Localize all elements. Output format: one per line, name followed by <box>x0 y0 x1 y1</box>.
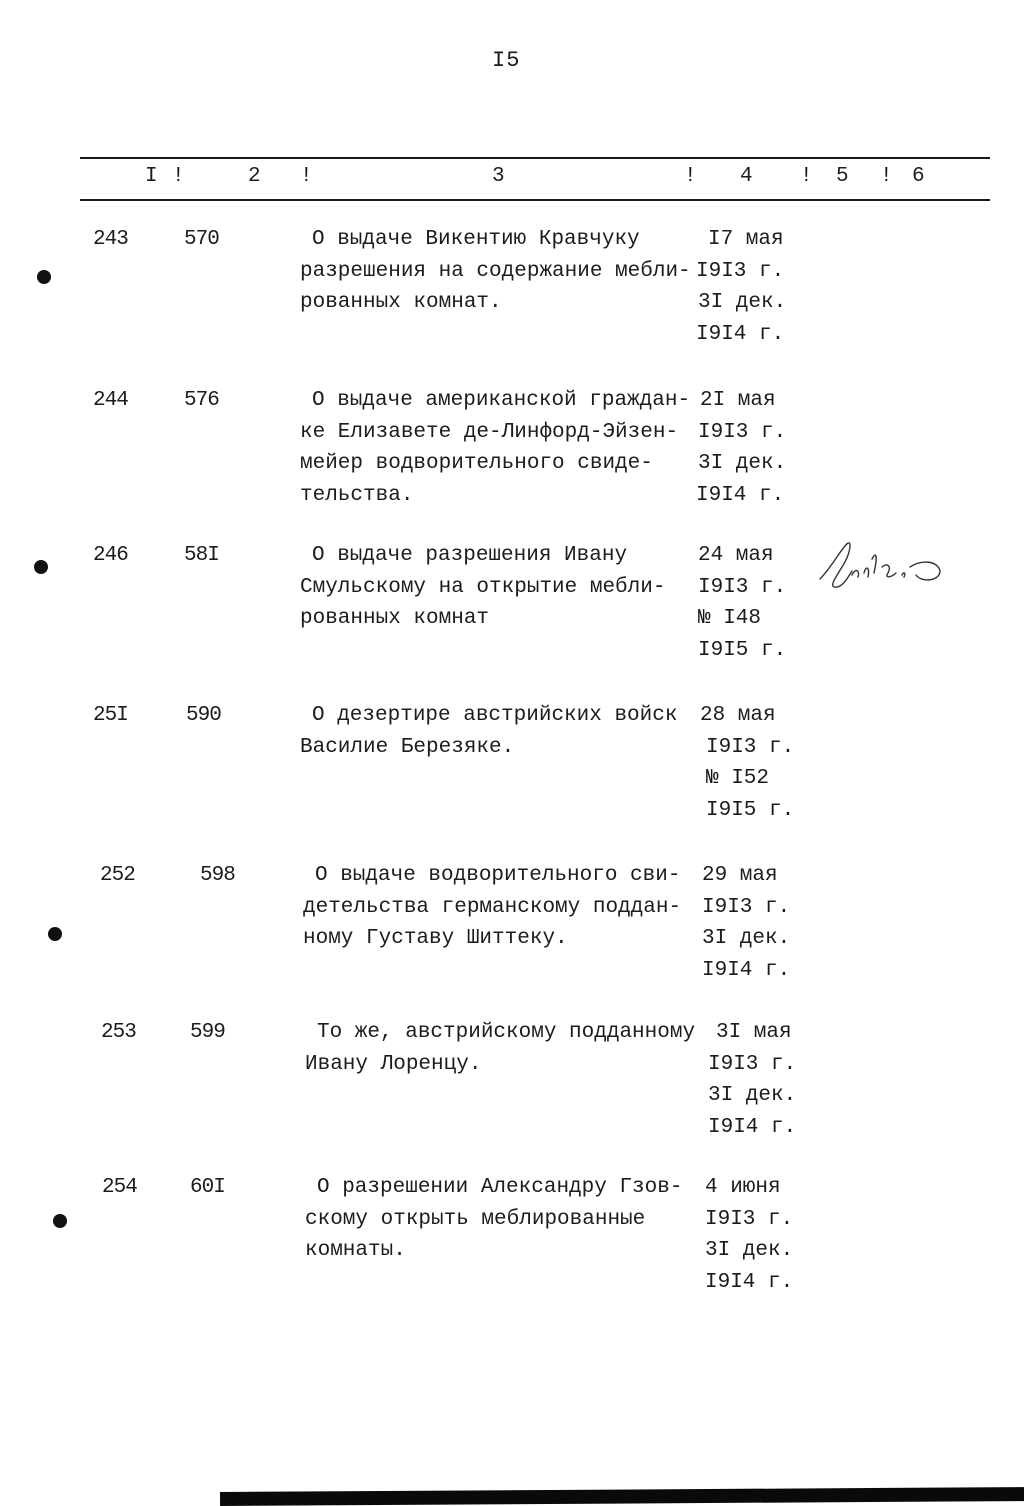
file-number: 590 <box>186 704 221 727</box>
page-number: I5 <box>492 48 521 73</box>
punch-hole-mark <box>34 560 48 574</box>
header-col-4: 4 <box>740 165 753 188</box>
record-description: О выдаче водворительного сви- детельства германскому поддан- ному Густаву Шиттеку. <box>303 864 682 950</box>
header-col-3: 3 <box>492 165 505 188</box>
table-header-bottom-rule <box>80 199 990 201</box>
file-number: 599 <box>190 1021 225 1044</box>
file-number: 58I <box>184 544 219 567</box>
record-dates: 24 мая I9I3 г. № I48 I9I5 г. <box>698 544 787 662</box>
header-col-2: 2 <box>248 165 261 188</box>
file-number: 598 <box>200 864 235 887</box>
record-description: О выдаче Викентию Кравчуку разрешения на содержание мебли- рованных комнат. <box>300 228 691 314</box>
scan-border-edge <box>220 1487 1024 1506</box>
record-dates: 28 мая I9I3 г. № I52 I9I5 г. <box>700 704 795 822</box>
record-description: О дезертире австрийских войск Василие Березяке. <box>300 704 678 759</box>
file-number: 570 <box>184 228 219 251</box>
record-number: 254 <box>102 1176 137 1199</box>
punch-hole-mark <box>48 927 62 941</box>
table-header <box>0 165 1024 191</box>
record-dates: I7 мая I9I3 г. 3I дек. I9I4 г. <box>696 228 787 346</box>
punch-hole-mark <box>53 1214 67 1228</box>
header-col-1: I <box>145 165 158 188</box>
record-number: 25I <box>93 704 128 727</box>
record-number: 246 <box>93 544 128 567</box>
record-dates: 3I мая I9I3 г. 3I дек. I9I4 г. <box>708 1021 797 1139</box>
record-number: 252 <box>100 864 135 887</box>
record-description: О выдаче американской граждан- ке Елизавете де-Линфорд-Эйзен- мейер водворительного свиде- тельства. <box>300 389 691 507</box>
header-separator: ! <box>800 165 813 188</box>
record-dates: 4 июня I9I3 г. 3I дек. I9I4 г. <box>705 1176 794 1294</box>
header-separator: ! <box>684 165 697 188</box>
record-number: 253 <box>101 1021 136 1044</box>
header-separator: ! <box>880 165 893 188</box>
record-number: 244 <box>93 389 128 412</box>
record-description: То же, австрийскому подданному Ивану Лоренцу. <box>305 1021 696 1076</box>
header-separator: ! <box>300 165 313 188</box>
header-col-5: 5 <box>836 165 849 188</box>
record-dates: 29 мая I9I3 г. 3I дек. I9I4 г. <box>702 864 791 982</box>
header-separator: ! <box>172 165 185 188</box>
record-dates: 2I мая I9I3 г. 3I дек. I9I4 г. <box>696 389 787 507</box>
record-description: О разрешении Александру Гзов- скому открыть меблированные комнаты. <box>305 1176 683 1262</box>
file-number: 576 <box>184 389 219 412</box>
table-top-rule <box>80 157 990 159</box>
handwritten-signature <box>812 537 952 597</box>
header-col-6: 6 <box>912 165 925 188</box>
record-description: О выдаче разрешения Ивану Смульскому на открытие мебли- рованных комнат <box>300 544 666 630</box>
punch-hole-mark <box>37 270 51 284</box>
file-number: 60I <box>190 1176 225 1199</box>
record-number: 243 <box>93 228 128 251</box>
